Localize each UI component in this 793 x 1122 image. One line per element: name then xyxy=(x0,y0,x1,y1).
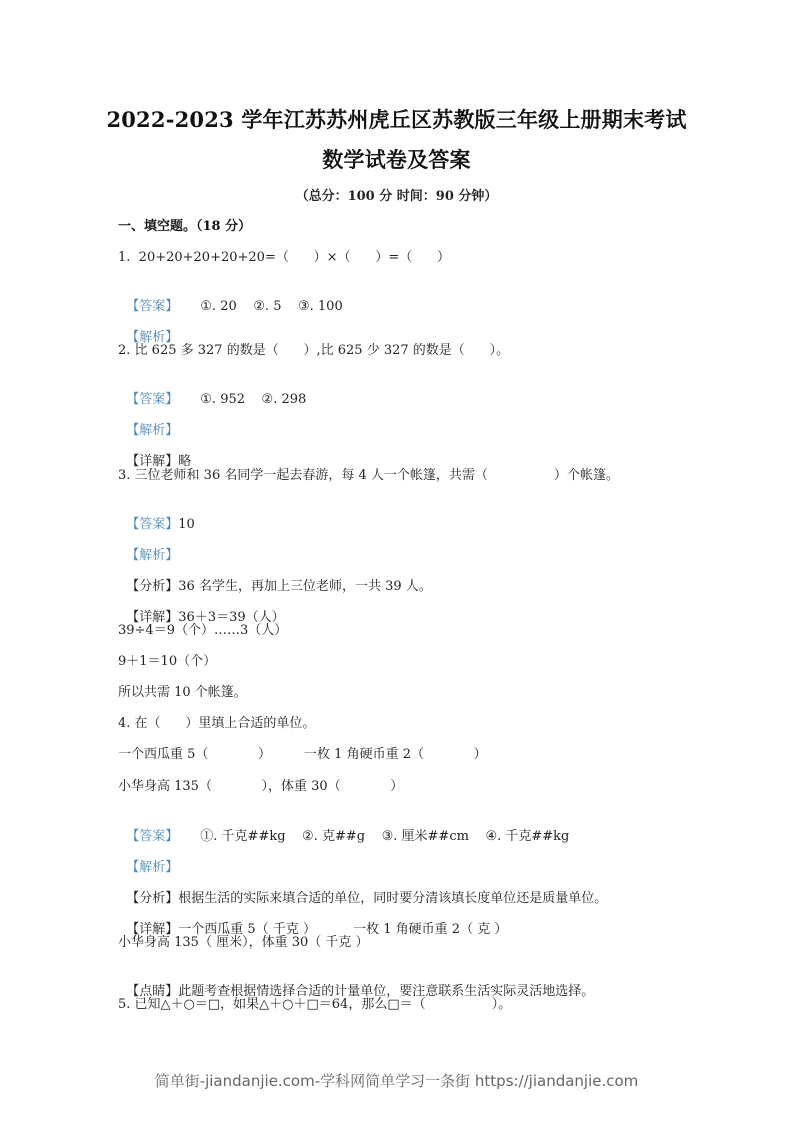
answer-value: ①. 千克##kg ②. 克##g ③. 厘米##cm ④. 千克##kg xyxy=(200,829,570,844)
detail-value: 略 xyxy=(178,454,192,469)
analysis-label: 【解析】 xyxy=(126,423,179,438)
answer-label: 【答案】 xyxy=(126,829,179,844)
analysis-label: 【解析】 xyxy=(126,548,179,563)
analysis-label: 【解析】 xyxy=(126,330,179,345)
detail-value: 一个西瓜重 5（ 千克 ） 一枚 1 角硬币重 2（ 克 ） xyxy=(178,922,508,937)
question-2: 2. 比 625 多 327 的数是（ ）,比 625 少 327 的数是（ ）。 xyxy=(118,343,510,358)
detail-label: 【详解】 xyxy=(126,454,179,469)
document-title-line1: 2022-2023 学年江苏苏州虎丘区苏教版三年级上册期末考试 xyxy=(106,107,687,132)
exam-info: （总分：100 分 时间：90 分钟） xyxy=(295,189,498,204)
comment-label: 【点睛】 xyxy=(126,984,179,999)
answer-label: 【答案】 xyxy=(126,392,179,407)
answer-value: ①. 20 ②. 5 ③. 100 xyxy=(200,299,343,314)
breakdown-value: 根据生活的实际来填合适的单位，同时要分清该填长度单位还是质量单位。 xyxy=(178,891,608,906)
question-4: 4. 在（ ）里填上合适的单位。 xyxy=(118,716,316,731)
question-4-line1: 一个西瓜重 5（ ） 一枚 1 角硬币重 2（ ） xyxy=(118,747,487,762)
question-3: 3. 三位老师和 36 名同学一起去春游，每 4 人一个帐篷，共需（ ）个帐篷。 xyxy=(118,468,619,483)
answer-row-4 xyxy=(118,810,569,846)
answer-value: 10 xyxy=(178,517,195,532)
answer-label: 【答案】 xyxy=(126,299,179,314)
footer-watermark: 简单街-jiandanjie.com-学科网简单学习一条街 https://jiandanjie.com xyxy=(154,1072,639,1090)
breakdown-label: 【分析】 xyxy=(126,891,179,906)
detail-label: 【详解】 xyxy=(126,922,179,937)
detail-label: 【详解】 xyxy=(126,610,179,625)
conclusion-row: 所以共需 10 个帐篷。 xyxy=(118,685,247,700)
answer-label: 【答案】 xyxy=(126,517,179,532)
comment-value: 此题考查根据情选择合适的计量单位，要注意联系生活实际灵活地选择。 xyxy=(178,984,595,999)
breakdown-value: 36 名学生，再加上三位老师，一共 39 人。 xyxy=(178,579,432,594)
question-4-line2: 小华身高 135（ ），体重 30（ ） xyxy=(118,779,404,794)
step-row: 39÷4＝9（个）……3（人） xyxy=(118,623,288,638)
detail-row-2 xyxy=(118,435,191,471)
question-5: 5. 已知△＋○＝□，如果△＋○＋□＝64，那么□＝（ ）。 xyxy=(118,997,512,1012)
step-row: 9＋1＝10（个） xyxy=(118,654,217,669)
detail-value: 36＋3＝39（人） xyxy=(178,610,285,625)
answer-value: ①. 952 ②. 298 xyxy=(200,392,307,407)
analysis-label: 【解析】 xyxy=(126,860,179,875)
question-1: 1. 20+20+20+20+20=（ ）×（ ）=（ ） xyxy=(118,250,451,265)
document-title-line2: 数学试卷及答案 xyxy=(322,147,471,172)
detail-row-4b: 小华身高 135（ 厘米），体重 30（ 千克 ） xyxy=(118,935,369,950)
breakdown-label: 【分析】 xyxy=(126,579,179,594)
section-heading: 一、填空题。（18 分） xyxy=(118,219,252,234)
